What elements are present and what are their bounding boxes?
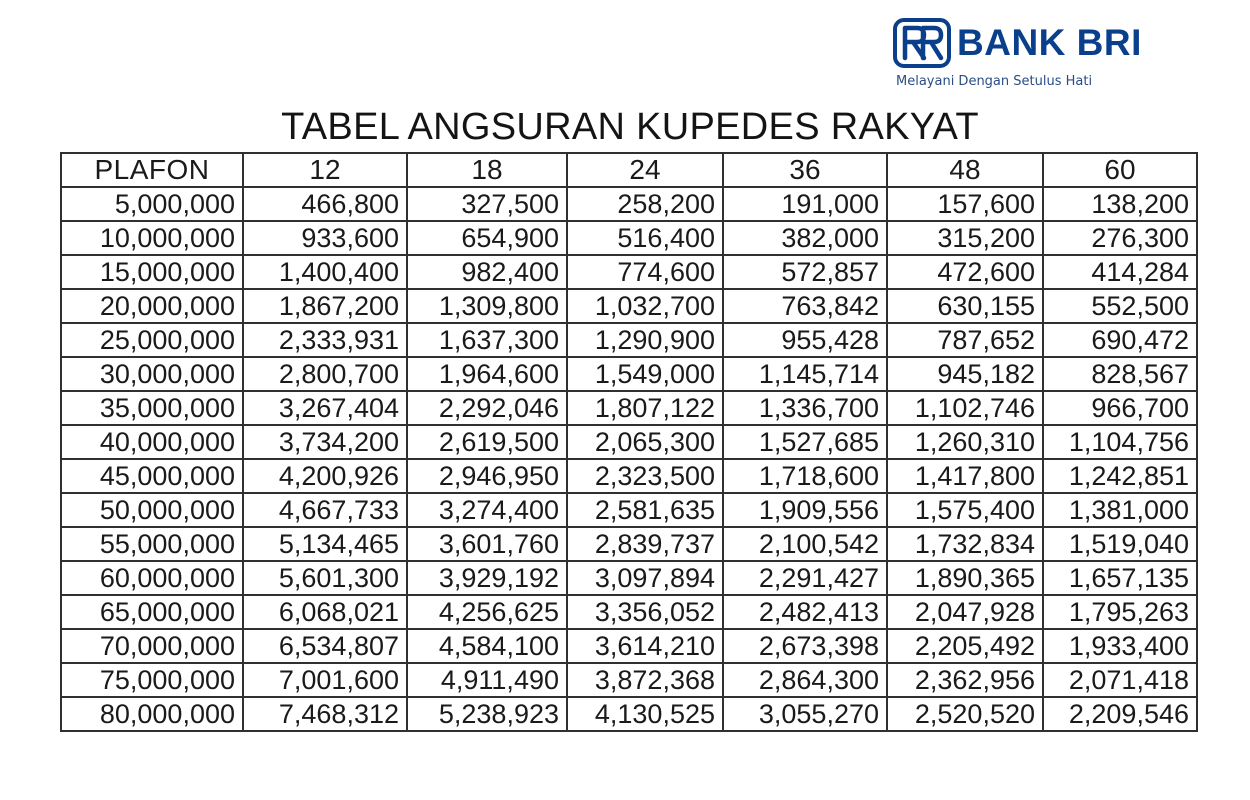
installment-cell: 1,242,851 (1043, 459, 1197, 493)
installment-cell: 630,155 (887, 289, 1043, 323)
installment-cell: 157,600 (887, 187, 1043, 221)
table-body (61, 187, 1197, 731)
table-row (61, 629, 1197, 663)
installment-cell: 690,472 (1043, 323, 1197, 357)
installment-cell: 2,205,492 (887, 629, 1043, 663)
installment-cell: 2,100,542 (723, 527, 887, 561)
installment-cell: 2,209,546 (1043, 697, 1197, 731)
table-row (61, 357, 1197, 391)
installment-cell: 3,614,210 (567, 629, 723, 663)
column-header-plafon: PLAFON (61, 153, 243, 187)
column-header-tenor-12: 12 (243, 153, 407, 187)
logo-row (893, 18, 1173, 68)
plafon-cell: 80,000,000 (61, 697, 243, 731)
installment-cell: 4,911,490 (407, 663, 567, 697)
installment-cell: 828,567 (1043, 357, 1197, 391)
installment-cell: 1,964,600 (407, 357, 567, 391)
plafon-cell: 20,000,000 (61, 289, 243, 323)
installment-cell: 955,428 (723, 323, 887, 357)
plafon-cell: 50,000,000 (61, 493, 243, 527)
table-row (61, 697, 1197, 731)
installment-cell: 2,292,046 (407, 391, 567, 425)
plafon-cell: 35,000,000 (61, 391, 243, 425)
installment-cell: 1,145,714 (723, 357, 887, 391)
table-row (61, 663, 1197, 697)
header-row (61, 153, 1197, 187)
installment-cell: 1,718,600 (723, 459, 887, 493)
plafon-cell: 30,000,000 (61, 357, 243, 391)
installment-cell: 3,097,894 (567, 561, 723, 595)
table-row (61, 323, 1197, 357)
installment-cell: 3,274,400 (407, 493, 567, 527)
column-header-tenor-48: 48 (887, 153, 1043, 187)
installment-cell: 2,323,500 (567, 459, 723, 493)
table-row (61, 425, 1197, 459)
installment-cell: 1,519,040 (1043, 527, 1197, 561)
installment-cell: 2,673,398 (723, 629, 887, 663)
installment-cell: 258,200 (567, 187, 723, 221)
installment-cell: 3,356,052 (567, 595, 723, 629)
installment-cell: 2,291,427 (723, 561, 887, 595)
installment-cell: 3,734,200 (243, 425, 407, 459)
installment-cell: 3,267,404 (243, 391, 407, 425)
installment-cell: 2,333,931 (243, 323, 407, 357)
installment-cell: 2,864,300 (723, 663, 887, 697)
table-row (61, 289, 1197, 323)
installment-cell: 6,534,807 (243, 629, 407, 663)
installment-cell: 3,929,192 (407, 561, 567, 595)
installment-cell: 2,946,950 (407, 459, 567, 493)
installment-cell: 572,857 (723, 255, 887, 289)
plafon-cell: 55,000,000 (61, 527, 243, 561)
installment-cell: 276,300 (1043, 221, 1197, 255)
installment-cell: 1,657,135 (1043, 561, 1197, 595)
installment-cell: 4,584,100 (407, 629, 567, 663)
plafon-cell: 45,000,000 (61, 459, 243, 493)
installment-cell: 2,520,520 (887, 697, 1043, 731)
installment-cell: 382,000 (723, 221, 887, 255)
column-header-tenor-60: 60 (1043, 153, 1197, 187)
installment-cell: 414,284 (1043, 255, 1197, 289)
table-row (61, 561, 1197, 595)
installment-cell: 472,600 (887, 255, 1043, 289)
installment-cell: 1,417,800 (887, 459, 1043, 493)
table-row (61, 221, 1197, 255)
installment-cell: 138,200 (1043, 187, 1197, 221)
installment-cell: 2,065,300 (567, 425, 723, 459)
installment-cell: 1,732,834 (887, 527, 1043, 561)
installment-cell: 3,055,270 (723, 697, 887, 731)
installment-cell: 3,601,760 (407, 527, 567, 561)
table-row (61, 493, 1197, 527)
installment-cell: 945,182 (887, 357, 1043, 391)
installment-cell: 466,800 (243, 187, 407, 221)
installment-cell: 2,839,737 (567, 527, 723, 561)
installment-cell: 2,047,928 (887, 595, 1043, 629)
installment-cell: 1,807,122 (567, 391, 723, 425)
installment-cell: 1,336,700 (723, 391, 887, 425)
installment-cell: 1,890,365 (887, 561, 1043, 595)
table-row (61, 595, 1197, 629)
installment-cell: 516,400 (567, 221, 723, 255)
column-header-tenor-18: 18 (407, 153, 567, 187)
installment-cell: 774,600 (567, 255, 723, 289)
bank-tagline: Melayani Dengan Setulus Hati (896, 74, 1093, 89)
installment-cell: 7,001,600 (243, 663, 407, 697)
installment-cell: 933,600 (243, 221, 407, 255)
installment-cell: 4,130,525 (567, 697, 723, 731)
installment-cell: 1,104,756 (1043, 425, 1197, 459)
installment-cell: 1,549,000 (567, 357, 723, 391)
plafon-cell: 10,000,000 (61, 221, 243, 255)
installment-cell: 6,068,021 (243, 595, 407, 629)
installment-cell: 1,795,263 (1043, 595, 1197, 629)
plafon-cell: 60,000,000 (61, 561, 243, 595)
bank-name: BANK BRI (957, 22, 1142, 63)
plafon-cell: 40,000,000 (61, 425, 243, 459)
table-row (61, 391, 1197, 425)
installment-cell: 787,652 (887, 323, 1043, 357)
installment-cell: 1,032,700 (567, 289, 723, 323)
installment-cell: 315,200 (887, 221, 1043, 255)
installment-cell: 1,637,300 (407, 323, 567, 357)
installment-cell: 1,400,400 (243, 255, 407, 289)
installment-cell: 1,102,746 (887, 391, 1043, 425)
bri-logo-icon (893, 18, 951, 68)
installment-cell: 1,290,900 (567, 323, 723, 357)
installment-cell: 1,867,200 (243, 289, 407, 323)
installment-cell: 5,601,300 (243, 561, 407, 595)
installment-cell: 1,260,310 (887, 425, 1043, 459)
installment-cell: 2,071,418 (1043, 663, 1197, 697)
installment-cell: 966,700 (1043, 391, 1197, 425)
installment-cell: 2,482,413 (723, 595, 887, 629)
page-title: TABEL ANGSURAN KUPEDES RAKYAT (281, 106, 979, 148)
plafon-cell: 25,000,000 (61, 323, 243, 357)
installment-cell: 552,500 (1043, 289, 1197, 323)
installment-cell: 4,667,733 (243, 493, 407, 527)
installment-cell: 1,909,556 (723, 493, 887, 527)
installment-cell: 2,581,635 (567, 493, 723, 527)
installment-cell: 3,872,368 (567, 663, 723, 697)
bank-logo (893, 18, 1173, 98)
plafon-cell: 5,000,000 (61, 187, 243, 221)
plafon-cell: 70,000,000 (61, 629, 243, 663)
installment-cell: 2,362,956 (887, 663, 1043, 697)
installment-cell: 2,619,500 (407, 425, 567, 459)
column-header-tenor-24: 24 (567, 153, 723, 187)
table-row (61, 187, 1197, 221)
table-row (61, 255, 1197, 289)
installment-cell: 5,134,465 (243, 527, 407, 561)
installment-cell: 1,933,400 (1043, 629, 1197, 663)
column-header-tenor-36: 36 (723, 153, 887, 187)
installment-cell: 763,842 (723, 289, 887, 323)
installment-cell: 5,238,923 (407, 697, 567, 731)
plafon-cell: 75,000,000 (61, 663, 243, 697)
installment-cell: 191,000 (723, 187, 887, 221)
table-row (61, 527, 1197, 561)
installment-cell: 1,575,400 (887, 493, 1043, 527)
installment-cell: 4,256,625 (407, 595, 567, 629)
installment-cell: 1,309,800 (407, 289, 567, 323)
plafon-cell: 15,000,000 (61, 255, 243, 289)
installment-cell: 7,468,312 (243, 697, 407, 731)
installment-cell: 327,500 (407, 187, 567, 221)
table-row (61, 459, 1197, 493)
installment-cell: 2,800,700 (243, 357, 407, 391)
installment-table (60, 152, 1198, 732)
installment-cell: 1,381,000 (1043, 493, 1197, 527)
installment-cell: 654,900 (407, 221, 567, 255)
plafon-cell: 65,000,000 (61, 595, 243, 629)
installment-cell: 4,200,926 (243, 459, 407, 493)
installment-cell: 982,400 (407, 255, 567, 289)
installment-cell: 1,527,685 (723, 425, 887, 459)
